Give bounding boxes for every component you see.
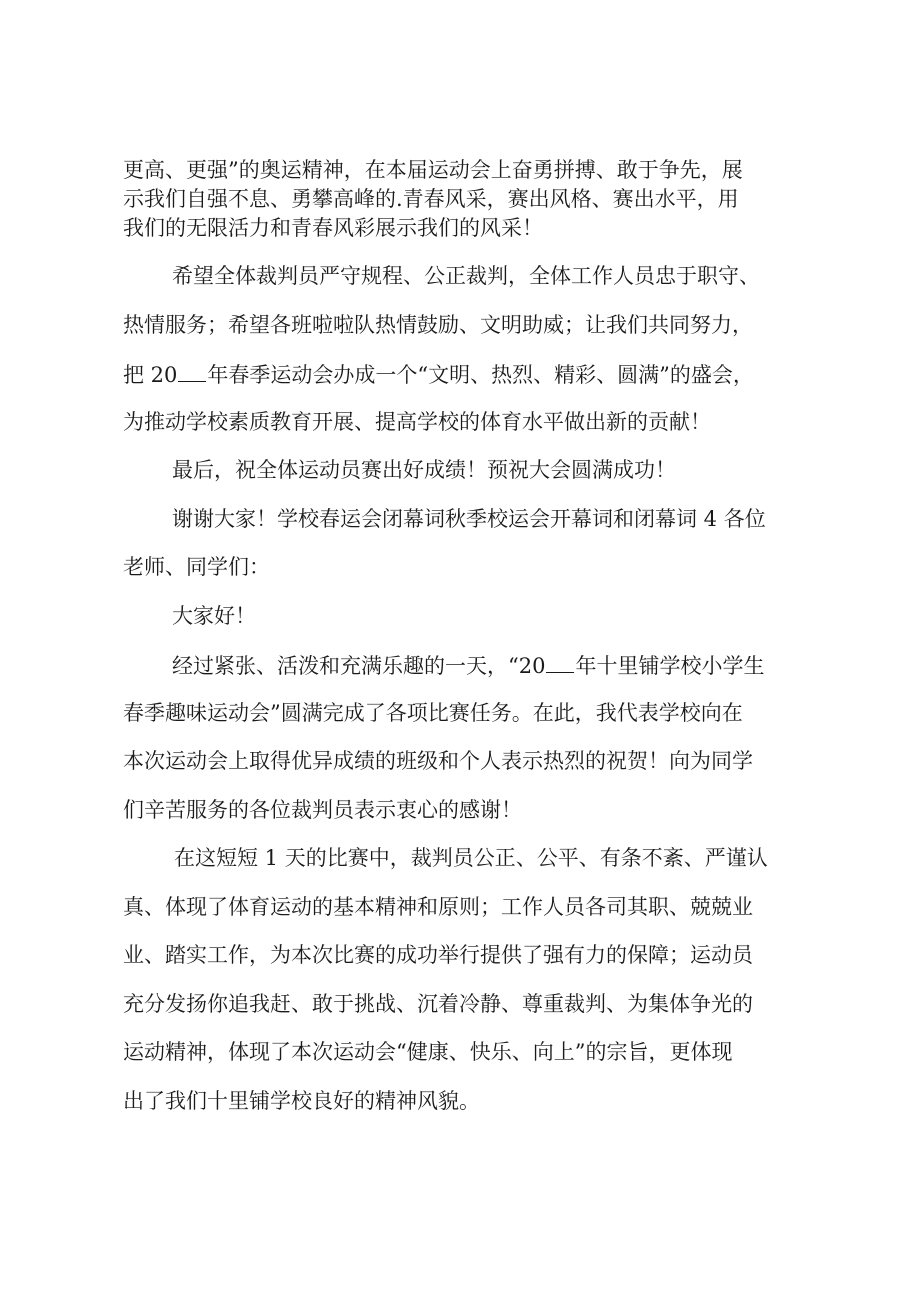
text-line-2: 示我们自强不息、勇攀高峰的.青春风采，赛出风格、赛出水平，用 bbox=[123, 187, 739, 211]
text-line-19: 充分发扬你追我赶、敢于挑战、沉着冷静、尊重裁判、为集体争光的 bbox=[123, 992, 753, 1016]
text-line-20: 运动精神，体现了本次运动会“健康、快乐、向上”的宗旨，更体现 bbox=[123, 1040, 733, 1064]
text-line-6-end: 年春季运动会办成一个“文明、热烈、精彩、圆满”的盛会， bbox=[207, 363, 754, 387]
text-line-10: 老师、同学们： bbox=[123, 555, 270, 579]
text-line-8: 最后，祝全体运动员赛出好成绩！预祝大会圆满成功！ bbox=[172, 458, 676, 482]
text-line-16: 在这短短 1 天的比赛中，裁判员公正、公平、有条不紊、严谨认 bbox=[174, 846, 768, 870]
text-line-12 bbox=[172, 654, 764, 677]
text-line-14: 本次运动会上取得优异成绩的班级和个人表示热烈的祝贺！向为同学 bbox=[123, 749, 753, 773]
text-line-21: 出了我们十里铺学校良好的精神风貌。 bbox=[123, 1089, 480, 1113]
text-line-4: 希望全体裁判员严守规程、公正裁判，全体工作人员忠于职守、 bbox=[172, 264, 760, 288]
text-line-13: 春季趣味运动会”圆满完成了各项比赛任务。在此，我代表学校向在 bbox=[123, 701, 743, 725]
text-line-3: 我们的无限活力和青春风彩展示我们的风采！ bbox=[123, 216, 543, 240]
text-line-11: 大家好！ bbox=[172, 604, 256, 628]
text-line-7: 为推动学校素质教育开展、提高学校的体育水平做出新的贡献！ bbox=[123, 410, 711, 434]
text-line-12-start: 经过紧张、活泼和充满乐趣的一天，“20 bbox=[172, 654, 546, 678]
text-line-6 bbox=[123, 363, 754, 386]
text-line-5: 热情服务；希望各班啦啦队热情鼓励、文明助威；让我们共同努力， bbox=[123, 313, 753, 337]
text-line-9: 谢谢大家！学校春运会闭幕词秋季校运会开幕词和闭幕词 4 各位 bbox=[172, 507, 766, 531]
blank-underline bbox=[178, 363, 206, 382]
text-line-18: 业、踏实工作，为本次比赛的成功举行提供了强有力的保障；运动员 bbox=[123, 943, 753, 967]
text-line-6-start: 把 20 bbox=[123, 363, 178, 387]
blank-underline bbox=[546, 654, 574, 673]
text-line-12-end: 年十里铺学校小学生 bbox=[575, 654, 765, 678]
text-line-15: 们辛苦服务的各位裁判员表示衷心的感谢！ bbox=[123, 798, 522, 822]
text-line-17: 真、体现了体育运动的基本精神和原则；工作人员各司其职、兢兢业 bbox=[123, 895, 753, 919]
text-line-1: 更高、更强”的奥运精神，在本届运动会上奋勇拼搏、敢于争先，展 bbox=[123, 158, 743, 182]
